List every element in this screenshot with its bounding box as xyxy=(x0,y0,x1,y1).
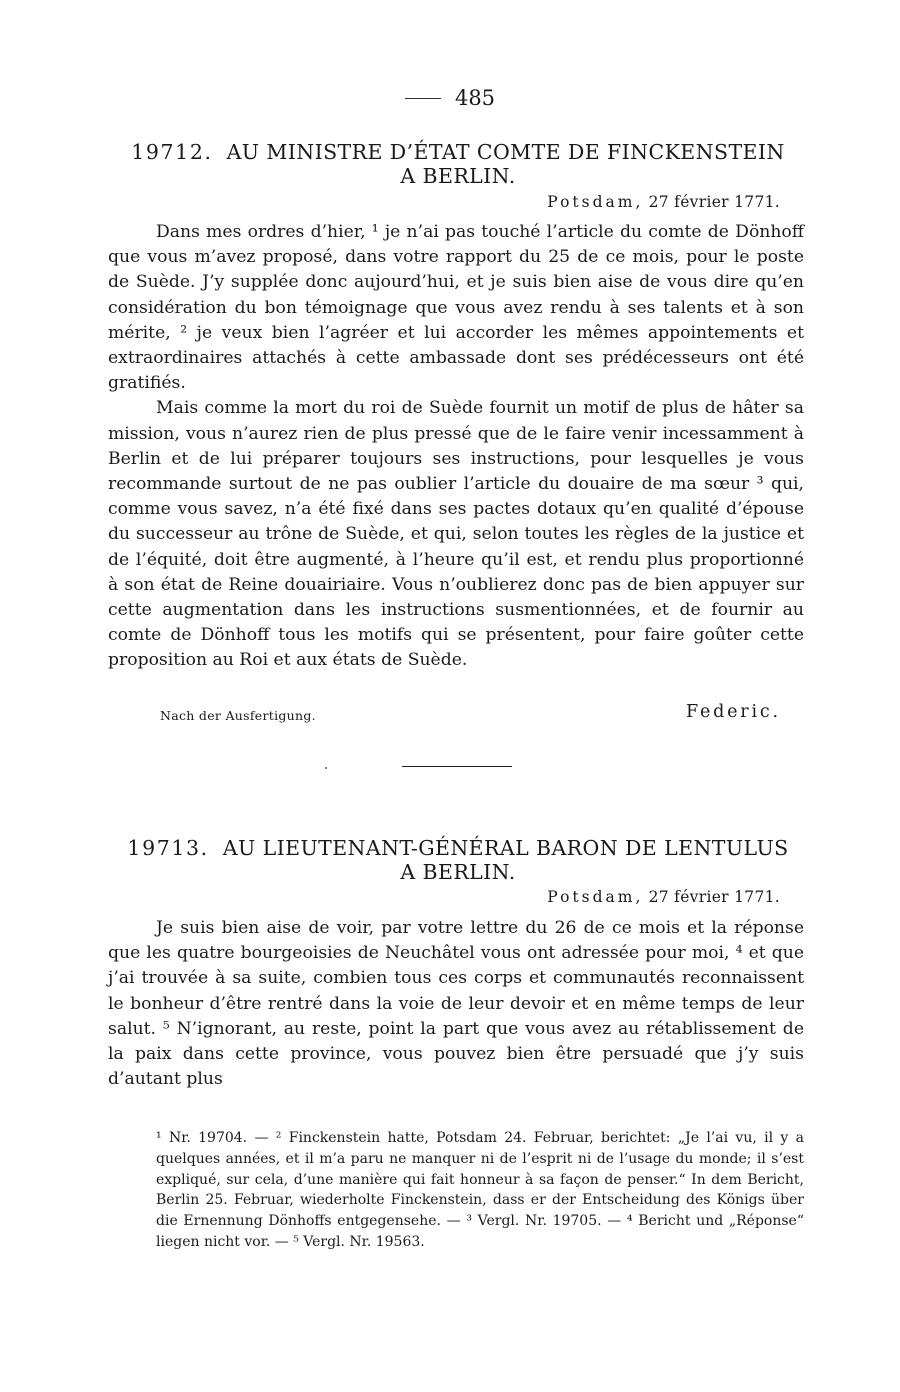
signature: Federic. xyxy=(686,702,781,722)
letter-number: 19712. xyxy=(131,140,213,164)
letter-heading xyxy=(108,140,808,188)
stray-dot xyxy=(325,767,327,769)
letter-paragraph: Je suis bien aise de voir, par votre lettre du 26 de ce mois et la réponse que les quatre bourgeoisies de Neuchâtel vous ont adressée pour moi, ⁴ et que j’ai trouvée à sa suite, combien tous ces corps et communautés reconnaissent le bonheur d’être rentré dans la voie de leur devoir et en même temps de leur salut. ⁵ N’ignorant, au reste, point la part que vous avez au rétablissement de la paix dans cette province, vous pouvez bien être persuadé que j’y suis d’autant plus xyxy=(108,918,804,1090)
footnotes xyxy=(108,1128,804,1253)
letter-heading xyxy=(108,836,808,884)
letter-title: AU LIEUTENANT-GÉNÉRAL BARON DE LENTULUS xyxy=(222,836,789,860)
letter-paragraph: Dans mes ordres d’hier, ¹ je n’ai pas touché l’article du comte de Dönhoff que vous m’avez proposé, dans votre rapport du 25 de ce mois, pour le poste de Suède. J’y supplée donc aujourd’hui, et je suis bien aise de vous dire qu’en considération du bon témoignage que vous avez rendu à ses talents et à son mérite, ² je veux bien l’agréer et lui accorder les mêmes appointements et extraordinaires attachés à cette ambassade dont ses prédécesseurs ont été gratifiés. xyxy=(108,222,804,394)
letter-title-place: A BERLIN. xyxy=(400,860,516,884)
footnote-text: ¹ Nr. 19704. — ² Finckenstein hatte, Potsdam 24. Februar, berichtet: „Je l’ai vu, il y a quelques années, et il m’a paru ne manquer ni de l’esprit ni de l’usage du monde; il s’est expliqué, sur cela, d’une manière qui fait honneur à sa façon de penser.“ In dem Bericht, Berlin 25. Februar, wiederholte Finckenstein, dass er der Entscheidung des Königs über die Ernennung Dönhoffs entgegensehe. — ³ Vergl. Nr. 19705. — ⁴ Bericht und „Réponse“ liegen nicht vor. — ⁵ Vergl. Nr. 19563. xyxy=(156,1130,804,1250)
letter-number: 19713. xyxy=(127,836,209,860)
date-place: Potsdam, xyxy=(547,888,644,906)
page-number: 485 xyxy=(454,86,496,110)
letter-body xyxy=(108,220,804,674)
letter-title: AU MINISTRE D’ÉTAT COMTE DE FINCKENSTEIN xyxy=(226,140,785,164)
header-dash xyxy=(405,98,441,99)
letter-paragraph: Mais comme la mort du roi de Suède fournit un motif de plus de hâter sa mission, vous n’aurez rien de plus pressé que de le faire venir incessamment à Berlin et de lui préparer toujours ses instructions, pour lesquelles je vous recommande surtout de ne pas oublier l’article du douaire de ma sœur ³ qui, comme vous savez, n’a été fixé dans ses pactes dotaux qu’en qualité d’épouse du successeur au trône de Suède, et qui, selon toutes les règles de la justice et de l’équité, doit être augmenté, à l’heure qu’il est, et rendu plus proportionné à son état de Reine douairiaire. Vous n’oublierez donc pas de bien appuyer sur cette augmentation dans les instructions susmentionnées, et de fournir au comte de Dönhoff tous les motifs qui se présentent, pour faire goûter cette proposition au Roi et aux états de Suède. xyxy=(108,398,804,671)
date-text: 27 février 1771. xyxy=(648,193,780,211)
source-note: Nach der Ausfertigung. xyxy=(160,708,316,723)
letter-title-place: A BERLIN. xyxy=(400,164,516,188)
date-text: 27 février 1771. xyxy=(648,888,780,906)
letter-body xyxy=(108,916,804,1092)
page-header xyxy=(0,86,900,110)
letter-dateline xyxy=(547,888,780,906)
separator-rule xyxy=(402,766,512,767)
date-place: Potsdam, xyxy=(547,193,644,211)
letter-dateline xyxy=(547,193,780,211)
